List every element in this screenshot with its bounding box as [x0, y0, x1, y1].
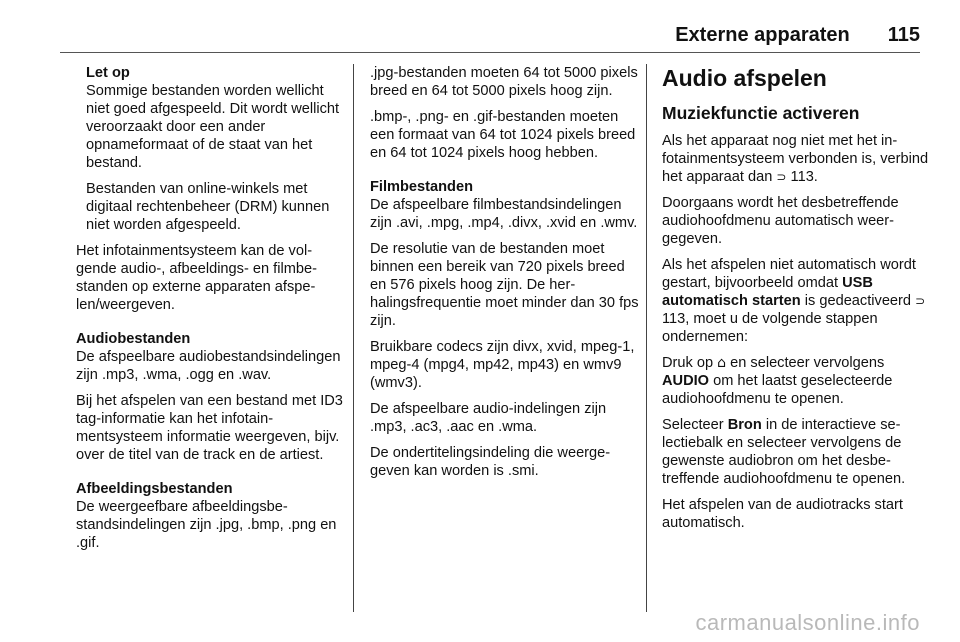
menu-paragraph: Doorgaans wordt het desbetreffende audiohoofdmenu automatisch weergegeven. [662, 195, 899, 247]
press-text-c: om het laatst geselecteerde audiohoofdmenu te openen. [662, 373, 893, 407]
watermark: carmanualsonline.info [695, 610, 920, 635]
autostart-text-a: Als het afspelen niet automatisch wordt gestart, bijvoorbeeld omdat [662, 257, 916, 291]
select-text-b: in de interactieve selectiebalk en selecteer vervolgens de gewenste audiobron om het desbetreffende audiohoofdmenu te openen. [662, 417, 906, 487]
film-paragraph-1: De afspeelbare filmbestandsindelingen zijn .avi, .mpg, .mp4, .divx, .xvid en .wmv. [370, 197, 638, 231]
source-label: Bron [727, 417, 762, 433]
connect-page-ref: 113. [790, 169, 818, 185]
audio-paragraph-1: De afspeelbare audiobestandsindelingen zijn .mp3, .wma, .ogg en .wav. [76, 349, 341, 383]
press-paragraph [662, 354, 932, 408]
audio-files-heading: Audiobestanden [76, 331, 191, 347]
chapter-title: Externe apparaten [675, 24, 850, 46]
image-paragraph-1: De weergeefbare afbeeldingsbestandsindelingen zijn .jpg, .bmp, .png en .gif. [76, 499, 337, 551]
jpg-paragraph: .jpg-bestanden moeten 64 tot 5000 pixels breed en 64 tot 5000 pixels hoog zijn. [370, 65, 638, 99]
film-paragraph-3: Bruikbare codecs zijn divx, xvid, mpeg-1, mpeg-4 (mpg4, mp42, mp43) en wmv9 (wmv3). [370, 339, 635, 391]
note-box [76, 64, 346, 234]
bmp-paragraph: .bmp-, .png- en .gif-bestanden moeten een formaat van 64 tot 1024 pixels breed en 64 tot 1024 pixels hoog hebben. [370, 109, 636, 161]
press-text-a: Druk op [662, 355, 714, 371]
arrow-reference-icon: ⊃ [776, 170, 787, 184]
note-paragraph-1: Sommige bestanden worden wellicht niet goed afgespeeld. Dit wordt wellicht veroorzaakt door een ander opnameformaat of de staat van het bestand. [86, 83, 340, 171]
column-3 [662, 64, 932, 540]
film-files-heading: Filmbestanden [370, 179, 473, 195]
audio-paragraph-2: Bij het afspelen van een bestand met ID3 tag-informatie kan het infotainmentsysteem informatie weergeven, bijv. over de titel van de track en de artiest. [76, 393, 343, 463]
autostart-text-b: is gedeactiveerd [804, 293, 912, 309]
select-source-paragraph [662, 416, 932, 488]
usb-autostart-label: USB automatisch starten [662, 275, 873, 309]
column-divider-2 [646, 64, 647, 612]
autostart-paragraph [662, 256, 932, 346]
autostart-page-ref: 113, moet u de volgende stappen ondernemen: [662, 311, 878, 345]
film-paragraph-4: De afspeelbare audio-indelingen zijn .mp3, .ac3, .aac en .wma. [370, 401, 607, 435]
subsection-heading: Muziekfunctie activeren [662, 103, 860, 123]
column-2 [370, 64, 640, 488]
audio-label: AUDIO [662, 373, 710, 389]
section-heading: Audio afspelen [662, 65, 827, 91]
page-number: 115 [887, 24, 920, 46]
playback-paragraph: Het afspelen van de audiotracks start automatisch. [662, 497, 903, 531]
home-icon: ⌂ [717, 355, 727, 371]
connect-paragraph [662, 132, 932, 186]
select-text-a: Selecteer [662, 417, 724, 433]
header-divider [60, 52, 920, 53]
note-label: Let op [86, 65, 130, 81]
page-header [0, 24, 920, 47]
film-paragraph-5: De ondertitelingsindeling die weergegeven kan worden is .smi. [370, 445, 611, 479]
note-paragraph-2: Bestanden van online-winkels met digitaal rechtenbeheer (DRM) kunnen niet worden afgespeeld. [86, 181, 330, 233]
arrow-reference-icon: ⊃ [915, 294, 926, 308]
column-1 [76, 64, 346, 560]
image-files-heading: Afbeeldingsbestanden [76, 481, 233, 497]
intro-paragraph: Het infotainmentsysteem kan de volgende audio-, afbeeldings- en filmbestanden op externe apparaten afspelen/weergeven. [76, 243, 317, 313]
press-text-b: en selecteer vervolgens [730, 355, 885, 371]
connect-text: Als het apparaat nog niet met het infotainmentsysteem verbonden is, verbind het apparaat dan [662, 133, 929, 185]
film-paragraph-2: De resolutie van de bestanden moet binnen een bereik van 720 pixels breed en 576 pixels hoog zijn. De herhalingsfrequentie moet minder dan 30 fps zijn. [370, 241, 639, 329]
column-divider-1 [353, 64, 354, 612]
